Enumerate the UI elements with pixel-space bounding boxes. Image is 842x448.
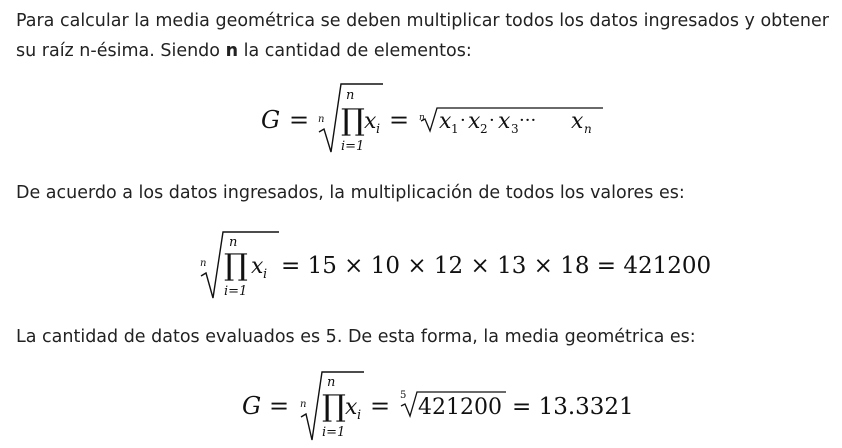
formula-2-term-sub: i [263, 267, 268, 282]
paragraph-2: De acuerdo a los datos ingresados, la multiplicación de todos los valores es: [16, 183, 685, 203]
formula-3-term-sub: i [357, 408, 362, 423]
formula-1-dot2: · [489, 110, 495, 131]
formula-1-eq: = [289, 106, 310, 134]
formula-3-root-index-2: 5 [400, 390, 407, 401]
intro-line-1: Para calcular la media geométrica se deben multiplicar todos los datos ingresados y obtener [16, 11, 829, 31]
formula-1-lhs: G [261, 106, 281, 134]
formula-3-eq2: = [370, 392, 391, 420]
formula-1-term: x [364, 109, 377, 134]
formula-2 [195, 228, 712, 300]
intro-line-2-post: la cantidad de elementos: [238, 41, 472, 61]
formula-3-radicand: 421200 [418, 395, 502, 420]
formula-1-x3: x [498, 109, 511, 134]
formula-1-prod-upper: n [346, 88, 355, 103]
intro-line-2 [16, 36, 829, 66]
formula-1-xn: x [571, 109, 584, 134]
formula-2-term: x [251, 254, 264, 279]
formula-3-root-index: n [300, 399, 307, 410]
formula-1-sn: n [584, 122, 592, 136]
formula-1 [255, 78, 615, 158]
formula-1-s3: 3 [511, 122, 519, 136]
formula-3-prod-upper: n [327, 375, 336, 390]
paragraph-3: La cantidad de datos evaluados es 5. De esta forma, la media geométrica es: [16, 327, 696, 347]
formula-3 [238, 370, 638, 446]
formula-1-dot1: · [460, 110, 466, 131]
formula-1-term-sub: i [376, 122, 381, 137]
formula-3-prod-lower: i=1 [322, 425, 346, 440]
formula-1-root-index: n [318, 114, 325, 125]
formula-1-s1: 1 [451, 122, 459, 136]
intro-paragraph [16, 6, 829, 66]
formula-2-prod-lower: i=1 [224, 284, 248, 299]
formula-3-lhs: G [242, 392, 262, 420]
formula-3-term: x [345, 395, 358, 420]
formula-1-root-index-2: n [419, 113, 425, 123]
formula-2-prod-sym: ∏ [224, 248, 248, 283]
formula-3-prod-sym: ∏ [322, 389, 346, 424]
formula-2-prod-upper: n [229, 235, 238, 250]
formula-1-prod-sym: ∏ [341, 103, 365, 138]
formula-1-prod-lower: i=1 [341, 139, 365, 154]
formula-1-s2: 2 [480, 122, 488, 136]
n-bold: n [225, 41, 239, 61]
formula-2-root-index: n [200, 258, 207, 269]
formula-3-eq: = [269, 392, 290, 420]
formula-1-dots: ··· [519, 110, 537, 131]
formula-3-result: = 13.3321 [512, 394, 634, 420]
formula-1-x2: x [468, 109, 481, 134]
formula-1-x1: x [439, 109, 452, 134]
formula-2-rhs: = 15 × 10 × 12 × 13 × 18 = 421200 [281, 253, 712, 279]
formula-1-eq2: = [389, 106, 410, 134]
intro-line-2-pre: su raíz n-ésima. Siendo [16, 41, 226, 61]
